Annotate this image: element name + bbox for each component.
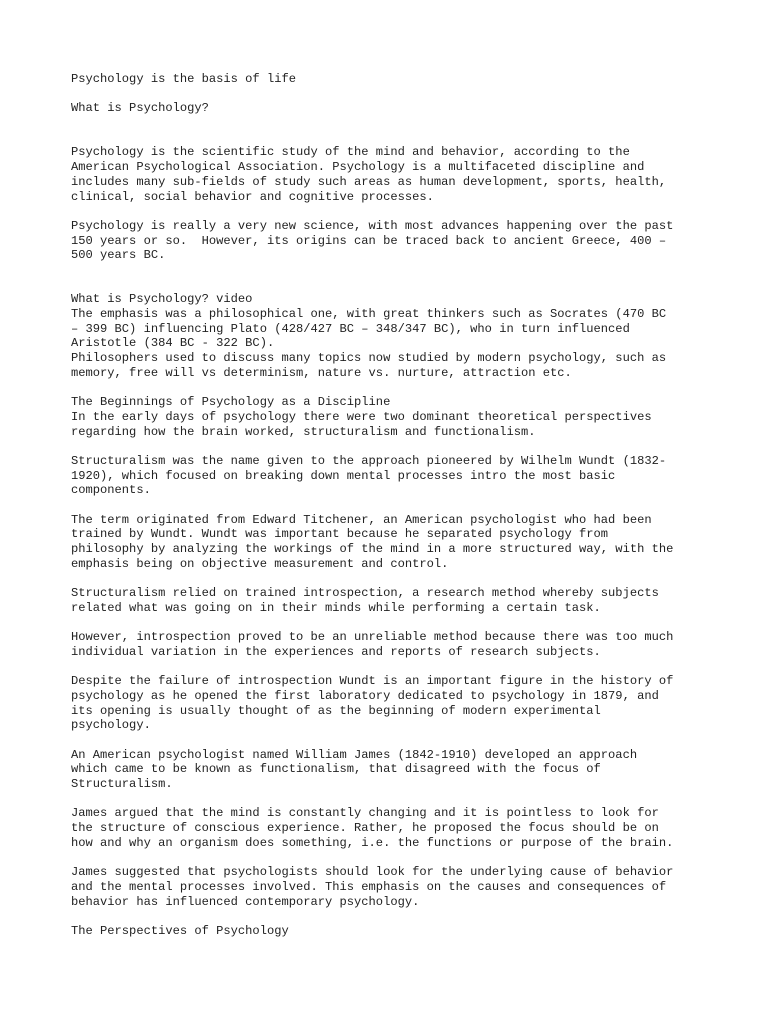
document-line: [71, 116, 711, 131]
document-line: Structuralism relied on trained introspection, a research method whereby subjects: [71, 586, 659, 601]
document-line: [71, 792, 711, 807]
document-line: [71, 439, 711, 454]
document-line: memory, free will vs determinism, nature vs. nurture, attraction etc.: [71, 365, 572, 380]
document-line: its opening is usually thought of as the beginning of modern experimental: [71, 703, 601, 718]
document-line: behavior has influenced contemporary psychology.: [71, 894, 420, 909]
document-line: – 399 BC) influencing Plato (428/427 BC – 348/347 BC), who in turn influenced: [71, 321, 630, 336]
document-line: James argued that the mind is constantly changing and it is pointless to look for: [71, 806, 659, 821]
document-line: The term originated from Edward Titchener, an American psychologist who had been: [71, 512, 652, 527]
document-line: What is Psychology? video: [71, 292, 253, 307]
document-line: [71, 571, 711, 586]
document-line: emphasis being on objective measurement and control.: [71, 556, 449, 571]
document-line: However, introspection proved to be an unreliable method because there was too much: [71, 630, 674, 645]
document-line: James suggested that psychologists should look for the underlying cause of behavior: [71, 865, 674, 880]
document-line: [71, 850, 711, 865]
document-line: [71, 278, 711, 293]
document-line: which came to be known as functionalism, that disagreed with the focus of: [71, 762, 601, 777]
document-line: What is Psychology?: [71, 101, 209, 116]
document-line: Philosophers used to discuss many topics now studied by modern psychology, such as: [71, 351, 667, 366]
document-line: philosophy by analyzing the workings of the mind in a more structured way, with the: [71, 542, 674, 556]
document-line: 150 years or so. However, its origins can be traced back to ancient Greece, 400 –: [71, 233, 667, 248]
document-line: The Perspectives of Psychology: [71, 923, 289, 938]
document-line: [71, 87, 711, 102]
document-line: Despite the failure of introspection Wundt is an important figure in the history of: [71, 674, 674, 689]
document-line: and the mental processes involved. This emphasis on the causes and consequences of: [71, 879, 667, 894]
document-line: Structuralism was the name given to the approach pioneered by Wilhelm Wundt (1832-: [71, 453, 667, 468]
document-line: [71, 204, 711, 219]
document-line: 500 years BC.: [71, 248, 166, 263]
document-line: Psychology is the scientific study of the mind and behavior, according to the: [71, 145, 630, 160]
document-page: [71, 72, 711, 939]
document-line: The Beginnings of Psychology as a Discipline: [71, 395, 391, 410]
document-line: American Psychological Association. Psychology is a multifaceted discipline and: [71, 160, 645, 175]
document-line: In the early days of psychology there were two dominant theoretical perspectives: [71, 409, 652, 424]
document-line: includes many sub-fields of study such areas as human development, sports, health,: [71, 174, 667, 189]
document-line: [71, 380, 711, 395]
document-line: components.: [71, 483, 151, 498]
document-line: trained by Wundt. Wundt was important because he separated psychology from: [71, 527, 609, 542]
document-line: regarding how the brain worked, structuralism and functionalism.: [71, 424, 536, 439]
document-line: Psychology is really a very new science, with most advances happening over the past: [71, 218, 674, 233]
document-line: [71, 733, 711, 748]
document-line: the structure of conscious experience. Rather, he proposed the focus should be on: [71, 821, 659, 836]
document-line: individual variation in the experiences and reports of research subjects.: [71, 644, 601, 659]
document-line: [71, 909, 711, 924]
document-line: 1920), which focused on breaking down mental processes intro the most basic: [71, 468, 616, 483]
document-line: psychology as he opened the first laboratory dedicated to psychology in 1879, and: [71, 688, 659, 703]
document-line: Structuralism.: [71, 777, 173, 791]
document-line: how and why an organism does something, i.e. the functions or purpose of the brain.: [71, 835, 674, 850]
document-line: psychology.: [71, 718, 151, 733]
document-line: [71, 615, 711, 630]
document-line: [71, 131, 711, 146]
document-line: Psychology is the basis of life: [71, 72, 296, 86]
document-line: related what was going on in their minds while performing a certain task.: [71, 600, 601, 615]
document-line: [71, 660, 711, 675]
document-line: [71, 498, 711, 513]
document-line: An American psychologist named William James (1842-1910) developed an approach: [71, 747, 638, 762]
document-line: [71, 263, 711, 278]
document-line: Aristotle (384 BC - 322 BC).: [71, 336, 275, 351]
document-line: clinical, social behavior and cognitive processes.: [71, 189, 434, 204]
document-line: The emphasis was a philosophical one, with great thinkers such as Socrates (470 BC: [71, 307, 667, 321]
